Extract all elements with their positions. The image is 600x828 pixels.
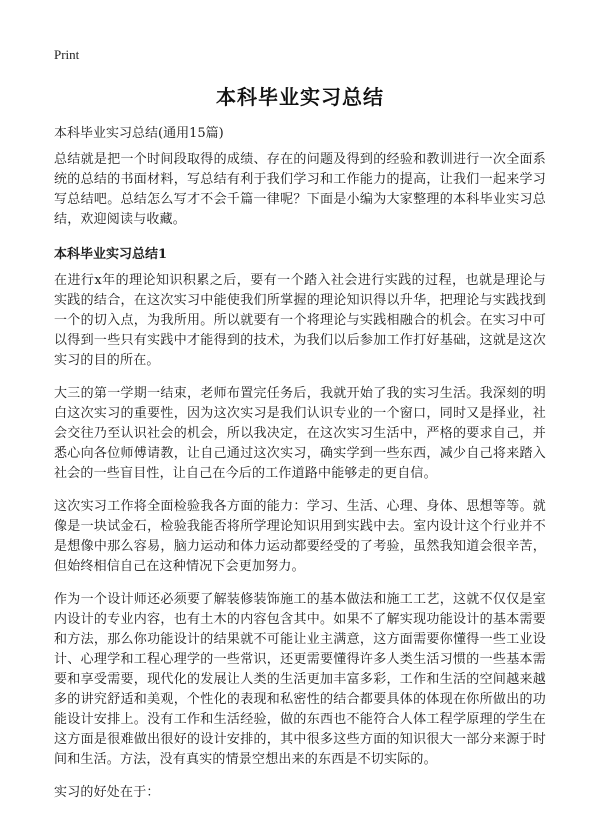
body-paragraph-2: 大三的第一学期一结束，老师布置完任务后，我就开始了我的实习生活。我深刻的明白这次实习的重要性，因为这次实习是我们认识专业的一个窗口，同时又是择业，社会交往乃至认识社会的机会，所以我决定，在这次实习生活中，严格的要求自己，并悉心向各位师傅请教，让自己通过这次实习，确实学到一些东西，减少自己将来踏入社会的一些盲目性，让自己在今后的工作道路中能够走的更自信。 — [54, 386, 546, 481]
body-paragraph-3: 这次实习工作将全面检验我各方面的能力：学习、生活、心理、身体、思想等等。就像是一块试金石，检验我能否将所学理论知识用到实践中去。室内设计这个行业并不是想像中那么容易，脑力运动和体力运动都要经受的了考验，虽然我知道会很辛苦，但始终相信自己在这种情况下会更加努力。 — [54, 499, 546, 574]
print-link[interactable]: Print — [54, 47, 80, 62]
body-paragraph-4: 作为一个设计师还必须要了解装修装饰施工的基本做法和施工工艺，这就不仅仅是室内设计的专业内容，也有土木的内容包含其中。如果不了解实现功能设计的基本需要和方法，那么你功能设计的结果就不可能让业主满意，这方面需要你懂得一些工业设计、心理学和工程心理学的一些常识，还更需要懂得许多人类生活习惯的一些基本需要和享受需要，现代化的发展让人类的生活更加丰富多彩，工作和生活的空间越来越多的讲究舒适和美观，个性化的表现和私密性的结合都要具体的体现在你所做出的功能设计安排上。没有工作和生活经验，做的东西也不能符合人体工程学原理的学生在这方面是很难做出很好的设计安排的，其中很多这些方面的知识很大一部分来源于时间和生活。方法，没有真实的情景空想出来的东西是不切实际的。 — [54, 592, 546, 767]
section-heading: 本科毕业实习总结1 — [54, 247, 168, 262]
document-title: 本科毕业实习总结 — [216, 85, 384, 109]
body-paragraph-5: 实习的好处在于： — [54, 785, 160, 800]
intro-paragraph: 总结就是把一个时间段取得的成绩、存在的问题及得到的经验和教训进行一次全面系统的总结的书面材料，写总结有利于我们学习和工作能力的提高，让我们一起来学习写总结吧。总结怎么写才不会千篇一律呢？下面是小编为大家整理的本科毕业实习总结，欢迎阅读与收藏。 — [54, 152, 546, 227]
body-paragraph-1: 在进行x年的理论知识积累之后，要有一个踏入社会进行实践的过程，也就是理论与实践的结合，在这次实习中能使我们所掌握的理论知识得以升华，把理论与实践找到一个的切入点，为我所用。所以就要有一个将理论与实践相融合的机会。在实习中可以得到一些只有实践中才能得到的技术，为我们以后参加工作打好基础，这就是这次实习的目的所在。 — [54, 273, 546, 368]
document-subtitle: 本科毕业实习总结(通用15篇) — [54, 126, 224, 141]
